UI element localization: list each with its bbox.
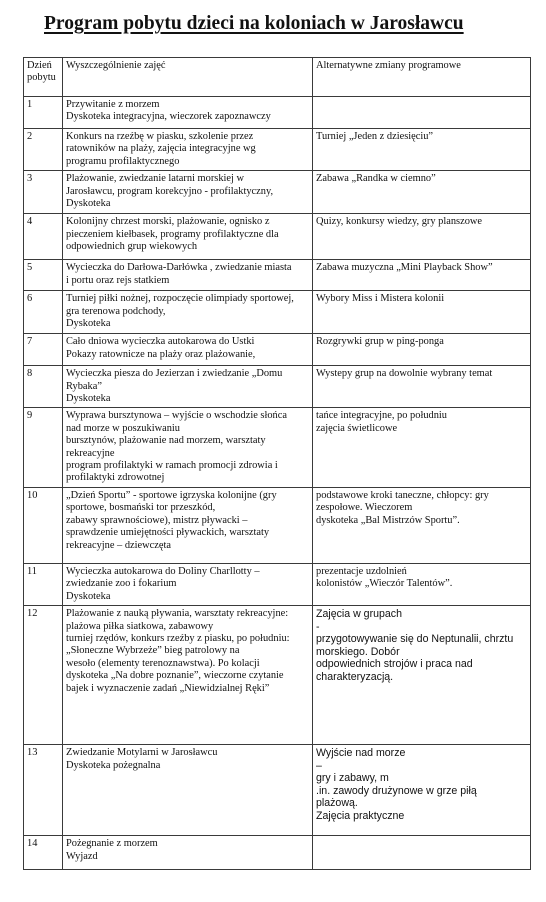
activities-cell-line: sprawdzenie umiejętności pływackich, warsztaty <box>66 527 270 539</box>
day-cell: 12 <box>24 606 63 745</box>
activities-cell-line: odpowiednich grup wiekowych <box>66 241 198 253</box>
activities-cell-line: pieczeniem kiełbasek, programy profilaktyczne dla <box>66 228 279 240</box>
header-activities-line: Wyszczególnienie zajęć <box>66 60 166 71</box>
alternatives-cell-line: przygotowywanie się do Neptunalii, chrztu <box>316 633 514 646</box>
alternatives-cell-line: Wystepy grup na dowolnie wybrany temat <box>316 368 493 380</box>
page-title: Program pobytu dzieci na koloniach w Jarosławcu <box>44 13 464 34</box>
day-cell: 5 <box>24 260 63 291</box>
activities-cell-line: gra terenowa podchody, <box>66 305 166 317</box>
alternatives-cell <box>313 171 531 214</box>
activities-cell <box>63 836 313 870</box>
alternatives-cell-line: Zabawa muzyczna „Mini Playback Show” <box>316 262 493 274</box>
activities-cell-line: Dyskoteka <box>66 198 111 210</box>
activities-cell-line: sportowe, bosmański tor przeszkód, <box>66 502 216 514</box>
alternatives-cell-line: Turniej „Jeden z dziesięciu” <box>316 131 434 142</box>
alternatives-cell-line: .in. zawody drużynowe w grze piłą <box>316 784 477 797</box>
alternatives-cell-line: – <box>316 759 322 772</box>
alternatives-cell-line: zajęcia świetlicowe <box>316 422 398 434</box>
activities-cell-line: Konkurs na rzeźbę w piasku, szkolenie przez <box>66 131 254 142</box>
table-row <box>24 487 531 563</box>
alternatives-cell <box>313 745 531 836</box>
activities-cell-line: Dyskoteka pożegnalna <box>66 759 161 771</box>
alternatives-cell <box>313 836 531 870</box>
activities-cell-line: dyskoteka „Na dobre poznanie”, wieczorne czytanie <box>66 670 284 682</box>
alternatives-cell-line: morskiego. Dobór <box>316 645 400 658</box>
activities-cell-line: Pożegnanie z morzem <box>66 838 158 850</box>
table-header-row <box>24 58 531 97</box>
activities-cell-line: zabawy sprawnościowe), mistrz pływacki – <box>66 514 248 526</box>
alternatives-cell <box>313 129 531 171</box>
alternatives-cell-line: kolonistów „Wieczór Talentów”. <box>316 578 453 590</box>
activities-cell-line: Wycieczka piesza do Jezierzan i zwiedzanie „Domu <box>66 368 283 380</box>
activities-cell-line: Dyskoteka <box>66 393 111 405</box>
activities-cell <box>63 408 313 487</box>
alternatives-cell-line: zespołowe. Wieczorem <box>316 502 413 514</box>
alternatives-cell <box>313 97 531 129</box>
activities-cell-line: plażowa piłka siatkowa, zabawowy <box>66 620 214 632</box>
activities-cell-line: nad morze w poszukiwaniu <box>66 422 180 434</box>
table-row <box>24 563 531 605</box>
header-day-line: pobytu <box>27 72 56 84</box>
activities-cell <box>63 606 313 745</box>
alternatives-cell-line: prezentacje uzdolnień <box>316 565 407 577</box>
activities-cell-line: Plażowanie z nauką pływania, warsztaty rekreacyjne: <box>66 608 289 620</box>
table-row <box>24 334 531 366</box>
alternatives-cell <box>313 606 531 745</box>
activities-cell <box>63 366 313 408</box>
day-cell: 7 <box>24 334 63 366</box>
activities-cell-line: zwiedzanie zoo i fokarium <box>66 578 177 590</box>
day-cell: 3 <box>24 171 63 214</box>
alternatives-cell-line: odpowiednich strojów i praca nad <box>316 658 473 671</box>
alternatives-cell <box>313 260 531 291</box>
alternatives-cell-line: Wyjście nad morze <box>316 747 406 760</box>
alternatives-cell-line: - <box>316 620 320 633</box>
activities-cell-line: bajek i wyznaczenie zadań „Niewidzialnej Ręki” <box>66 682 270 694</box>
activities-cell-line: Turniej piłki nożnej, rozpoczęcie olimpiady sportowej, <box>66 293 294 305</box>
table-row <box>24 97 531 129</box>
activities-cell-line: profilaktyki zdrowotnej <box>66 472 165 484</box>
alternatives-cell-line: Quizy, konkursy wiedzy, gry planszowe <box>316 216 483 228</box>
alternatives-cell-line: charakteryzacją. <box>316 671 394 684</box>
table-row <box>24 171 531 214</box>
activities-cell-line: Wyjazd <box>66 850 98 862</box>
table-row <box>24 606 531 745</box>
activities-cell-line: i portu oraz rejs statkiem <box>66 274 170 286</box>
day-cell: 13 <box>24 745 63 836</box>
header-day-line: Dzień <box>27 60 52 71</box>
activities-cell <box>63 129 313 171</box>
activities-cell-line: Wycieczka do Darłowa-Darłówka , zwiedzanie miasta <box>66 262 292 274</box>
activities-cell <box>63 260 313 291</box>
activities-cell <box>63 171 313 214</box>
activities-cell-line: Wycieczka autokarowa do Doliny Charllotty – <box>66 565 260 577</box>
header-day <box>24 58 63 97</box>
alternatives-cell <box>313 487 531 563</box>
header-alternatives <box>313 58 531 97</box>
header-activities <box>63 58 313 97</box>
alternatives-cell-line: gry i zabawy, m <box>316 772 389 785</box>
activities-cell-line: rekreacyjne <box>66 447 115 459</box>
alternatives-cell <box>313 563 531 605</box>
activities-cell <box>63 291 313 334</box>
activities-cell-line: Wyprawa bursztynowa – wyjście o wschodzie słońca <box>66 410 287 422</box>
table-row <box>24 836 531 870</box>
alternatives-cell-line: Rozgrywki grup w ping-ponga <box>316 336 444 348</box>
activities-cell-line: wesoło (elementy terenoznawstwa). Po kolacji <box>66 657 260 669</box>
alternatives-cell-line: Zabawa „Randka w ciemno” <box>316 173 436 185</box>
activities-cell-line: „Słoneczne Wybrzeże” bieg patrolowy na <box>66 645 240 657</box>
activities-cell <box>63 334 313 366</box>
activities-cell-line: Rybaka” <box>66 380 102 392</box>
program-table <box>23 57 531 870</box>
header-alternatives-line: Alternatywne zmiany programowe <box>316 60 461 71</box>
day-cell: 8 <box>24 366 63 408</box>
activities-cell-line: Przywitanie z morzem <box>66 99 160 110</box>
activities-cell-line: „Dzień Sportu” - sportowe igrzyska kolonijne (gry <box>66 489 277 501</box>
activities-cell <box>63 214 313 260</box>
alternatives-cell-line: tańce integracyjne, po południu <box>316 410 447 422</box>
day-cell: 2 <box>24 129 63 171</box>
alternatives-cell <box>313 408 531 487</box>
alternatives-cell-line: dyskoteka „Bal Mistrzów Sportu”. <box>316 514 460 526</box>
alternatives-cell-line: plażową. <box>316 797 358 810</box>
activities-cell-line: ratowników na plaży, zajęcia integracyjne wg <box>66 143 256 155</box>
activities-cell-line: Dyskoteka integracyjna, wieczorek zapoznawczy <box>66 111 271 123</box>
alternatives-cell-line: Zajęcia praktyczne <box>316 810 405 823</box>
activities-cell-line: Dyskoteka <box>66 318 111 330</box>
alternatives-cell-line: Zajęcia w grupach <box>316 608 402 621</box>
activities-cell <box>63 97 313 129</box>
day-cell: 9 <box>24 408 63 487</box>
activities-cell-line: Cało dniowa wycieczka autokarowa do Ustki <box>66 336 255 348</box>
day-cell: 1 <box>24 97 63 129</box>
day-cell: 6 <box>24 291 63 334</box>
activities-cell <box>63 745 313 836</box>
table-row <box>24 408 531 487</box>
activities-cell-line: programu profilaktycznego <box>66 155 180 167</box>
activities-cell-line: Pokazy ratownicze na plaży oraz plażowanie, <box>66 348 256 360</box>
activities-cell-line: rekreacyjne – dziewczęta <box>66 539 171 551</box>
table-row <box>24 291 531 334</box>
table-row <box>24 745 531 836</box>
activities-cell <box>63 563 313 605</box>
alternatives-cell-line: Wybory Miss i Mistera kolonii <box>316 293 445 305</box>
activities-cell-line: Jarosławcu, program korekcyjno - profilaktyczny, <box>66 185 274 197</box>
alternatives-cell <box>313 214 531 260</box>
alternatives-cell <box>313 366 531 408</box>
activities-cell-line: Kolonijny chrzest morski, plażowanie, ognisko z <box>66 216 270 228</box>
activities-cell-line: bursztynów, plażowanie nad morzem, warsztaty <box>66 435 266 447</box>
activities-cell-line: program profilaktyki w ramach promocji zdrowia i <box>66 460 278 472</box>
alternatives-cell <box>313 334 531 366</box>
day-cell: 10 <box>24 487 63 563</box>
table-row <box>24 129 531 171</box>
activities-cell <box>63 487 313 563</box>
activities-cell-line: Zwiedzanie Motylarni w Jarosławcu <box>66 747 218 759</box>
day-cell: 4 <box>24 214 63 260</box>
activities-cell-line: Plażowanie, zwiedzanie latarni morskiej w <box>66 173 245 185</box>
activities-cell-line: turniej rzędów, konkurs rzeźby z piasku, po południu: <box>66 632 290 644</box>
day-cell: 14 <box>24 836 63 870</box>
table-row <box>24 214 531 260</box>
table-row <box>24 366 531 408</box>
day-cell: 11 <box>24 563 63 605</box>
alternatives-cell <box>313 291 531 334</box>
activities-cell-line: Dyskoteka <box>66 590 111 602</box>
alternatives-cell-line: podstawowe kroki taneczne, chłopcy: gry <box>316 489 489 501</box>
table-row <box>24 260 531 291</box>
